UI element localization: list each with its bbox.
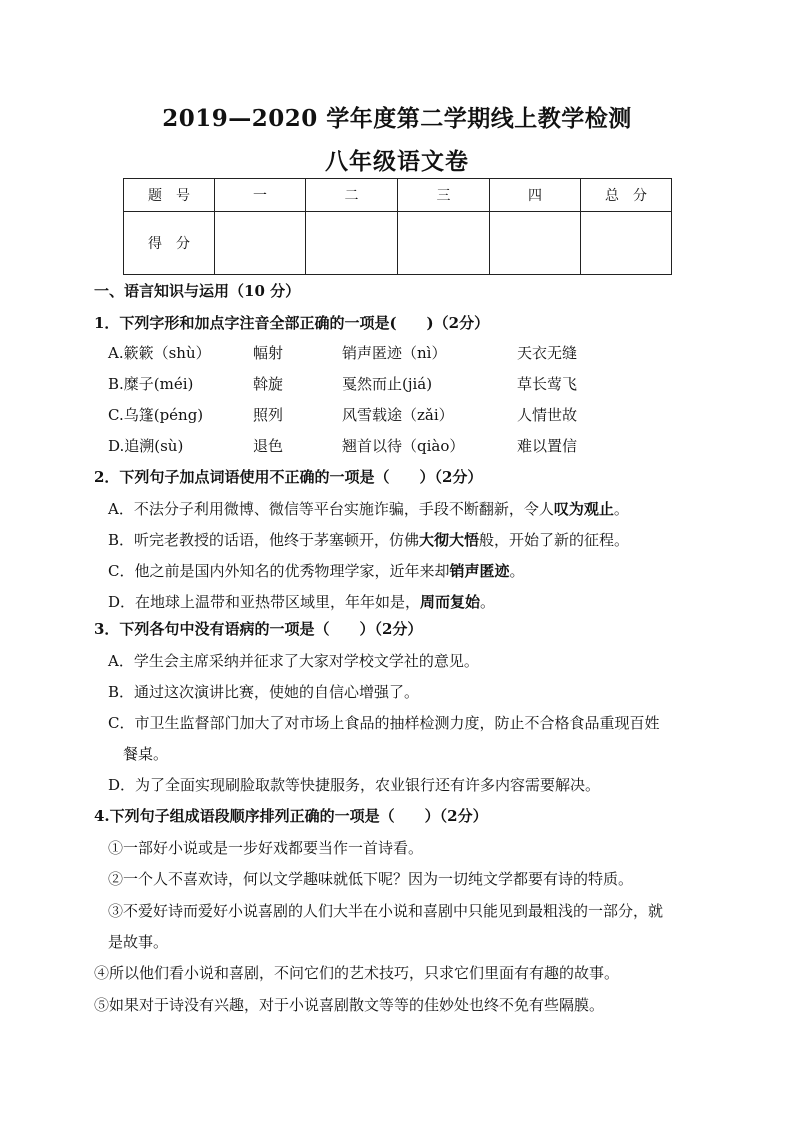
q2-option-a-term: 叹为观止 (553, 500, 614, 518)
q1-option-d-col2: 退色 (253, 437, 284, 455)
q1-option-d-col3: 翘首以待（qiào） (342, 437, 465, 455)
q1-option-c-col2: 照列 (253, 406, 284, 424)
q2-option-c-end: 。 (509, 562, 525, 580)
q2-option-b (108, 530, 629, 550)
q2-option-c (108, 561, 525, 581)
q2-option-c-term: 销声匿迹 (449, 562, 510, 580)
question-1-stem: 1．下列字形和加点字注音全部正确的一项是( )（2分） (94, 314, 490, 332)
score-table-score-row (124, 212, 672, 275)
q1-option-a-col4: 天衣无缝 (517, 344, 578, 362)
q1-option-d-col1: D.追溯(sù) (108, 437, 184, 455)
q4-sentence-2: ②一个人不喜欢诗，何以文学趣味就低下呢？因为一切纯文学都要有诗的特质。 (108, 870, 634, 888)
q4-sentence-5: ⑤如果对于诗没有兴趣，对于小说喜剧散文等等的佳妙处也终不免有些隔膜。 (94, 996, 605, 1014)
q4-sentence-1: ①一部好小说或是一步好戏都要当作一首诗看。 (108, 839, 424, 857)
q3-option-c-line1: C．市卫生监督部门加大了对市场上食品的抽样检测力度，防止不合格食品重现百姓 (108, 714, 660, 732)
question-2-stem: 2．下列句子加点词语使用不正确的一项是（ ）（2分） (94, 468, 483, 486)
q3-option-d: D．为了全面实现刷脸取款等快捷服务，农业银行还有许多内容需要解决。 (108, 776, 601, 794)
q2-option-a-text: A．不法分子利用微博、微信等平台实施诈骗，手段不断翻新，令人 (108, 500, 554, 518)
q2-option-b-term: 大彻大悟 (419, 531, 480, 549)
q1-option-a-col2: 幅射 (253, 344, 284, 362)
q4-sentence-3-line1: ③不爱好诗而爱好小说喜剧的人们大半在小说和喜剧中只能见到最粗浅的一部分，就 (108, 902, 664, 920)
header-cell-total: 总 分 (581, 179, 672, 212)
exam-subtitle: 八年级语文卷 (325, 148, 469, 175)
q4-sentence-4: ④所以他们看小说和喜剧，不问它们的艺术技巧，只求它们里面有有趣的故事。 (94, 964, 620, 982)
q1-option-a-col1: A.簌簌（shù） (108, 344, 211, 362)
q2-option-d-text: D．在地球上温带和亚热带区域里，年年如是， (108, 593, 421, 611)
header-cell-2: 二 (306, 179, 398, 212)
question-4-stem: 4.下列句子组成语段顺序排列正确的一项是（ ）（2分） (94, 807, 488, 825)
score-table-header-row (124, 179, 672, 212)
q2-option-d-end: 。 (480, 593, 496, 611)
q3-option-a: A．学生会主席采纳并征求了大家对学校文学社的意见。 (108, 652, 479, 670)
q1-option-b-col3: 戛然而止(jiá) (342, 375, 433, 393)
q4-sentence-3-line2: 是故事。 (108, 933, 169, 951)
q2-option-a-end: 。 (613, 500, 629, 518)
exam-title: 2019—2020 学年度第二学期线上教学检测 (162, 105, 632, 132)
header-cell-1: 一 (215, 179, 306, 212)
q1-option-b-col1: B.糜子(méi) (108, 375, 194, 393)
score-cell-2 (306, 212, 398, 275)
q2-option-c-text: C．他之前是国内外知名的优秀物理学家，近年来却 (108, 562, 450, 580)
q2-option-d-term: 周而复始 (420, 593, 481, 611)
score-cell-3 (398, 212, 490, 275)
q1-option-a-col3: 销声匿迹（nì） (342, 344, 447, 362)
q3-option-b: B．通过这次演讲比赛，使她的自信心增强了。 (108, 683, 420, 701)
q2-option-a (108, 499, 629, 519)
q1-option-c-col3: 风雪载途（zǎi） (342, 406, 454, 424)
q2-option-b-end: 般，开始了新的征程。 (479, 531, 630, 549)
header-cell-4: 四 (490, 179, 581, 212)
q2-option-d (108, 592, 495, 612)
q1-option-b-col4: 草长莺飞 (517, 375, 578, 393)
score-table (123, 178, 672, 275)
q1-option-b-col2: 斡旋 (253, 375, 284, 393)
score-cell-4 (490, 212, 581, 275)
q2-option-b-text: B．听完老教授的话语，他终于茅塞顿开，仿佛 (108, 531, 420, 549)
score-cell-total (581, 212, 672, 275)
header-cell-3: 三 (398, 179, 490, 212)
question-3-stem: 3．下列各句中没有语病的一项是（ ）（2分） (94, 620, 423, 638)
score-cell-1 (215, 212, 306, 275)
q1-option-c-col4: 人情世故 (517, 406, 578, 424)
score-row-label: 得 分 (124, 212, 215, 275)
header-cell-number: 题 号 (124, 179, 215, 212)
section-heading: 一、语言知识与运用（10 分） (94, 282, 301, 300)
q1-option-c-col1: C.乌篷(péng) (108, 406, 204, 424)
q1-option-d-col4: 难以置信 (517, 437, 578, 455)
q3-option-c-line2: 餐桌。 (123, 745, 169, 763)
